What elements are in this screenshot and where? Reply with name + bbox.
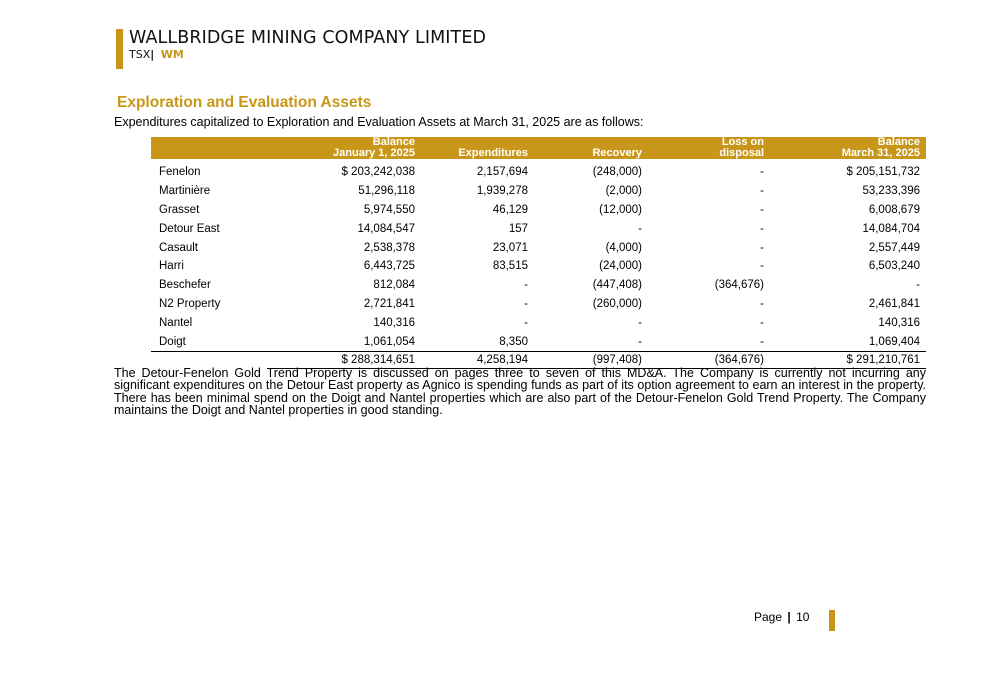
column-header (534, 137, 648, 159)
value-cell: 46,129 (492, 203, 528, 216)
value-cell: - (916, 279, 920, 292)
exploration-assets-table (151, 137, 926, 369)
value-cell: - (760, 260, 764, 273)
ticker-separator: | (150, 48, 155, 61)
column-header-line2: disposal (719, 147, 764, 159)
value-cell: (447,408) (592, 279, 642, 292)
page-footer (754, 610, 809, 624)
value-cell: 14,084,704 (862, 222, 920, 235)
value-cell: 14,084,547 (357, 222, 415, 235)
value-cell: (248,000) (592, 166, 642, 179)
total-value-cell: 4,258,194 (421, 351, 534, 368)
table-row (151, 219, 926, 238)
value-cell: 2,538,378 (363, 241, 415, 254)
column-header (421, 137, 534, 159)
column-header (271, 137, 421, 159)
section-intro: Expenditures capitalized to Exploration and Evaluation Assets at March 31, 2025 are as follows: (114, 115, 644, 129)
value-cell: - (760, 316, 764, 329)
value-cell: (4,000) (605, 241, 642, 254)
property-name-cell: Harri (159, 260, 184, 273)
column-header-line1: Loss on (721, 136, 764, 148)
property-name-cell: Doigt (151, 332, 271, 351)
column-header-line2: Recovery (592, 147, 642, 159)
value-cell: $ 205,151,732 (846, 166, 920, 179)
value-cell: - (760, 166, 764, 179)
property-name-cell: N2 Property (159, 297, 221, 310)
value-cell: 6,008,679 (868, 203, 920, 216)
section-title: Exploration and Evaluation Assets (117, 94, 372, 111)
value-cell: (24,000) (599, 260, 642, 273)
value-cell: - (524, 297, 528, 310)
value-cell: 2,721,841 (363, 297, 415, 310)
value-cell: 1,939,278 (476, 185, 528, 198)
column-header-line2: March 31, 2025 (841, 147, 920, 159)
value-cell: 140,316 (878, 316, 920, 329)
table-row (151, 313, 926, 332)
value-cell: (12,000) (599, 203, 642, 216)
column-header-line1: Balance (372, 136, 415, 148)
value-cell: 83,515 (492, 260, 528, 273)
value-cell: 140,316 (373, 316, 415, 329)
value-cell: - (760, 203, 764, 216)
table-row (151, 163, 926, 182)
column-header-line1: Balance (877, 136, 920, 148)
table-row (151, 201, 926, 220)
page-label: Page (754, 610, 783, 624)
value-cell: 2,461,841 (868, 297, 920, 310)
page-separator: | (787, 610, 791, 624)
value-cell: - (760, 222, 764, 235)
value-cell: - (760, 185, 764, 198)
value-cell: 5,974,550 (363, 203, 415, 216)
table-body (151, 159, 926, 368)
column-header (151, 137, 271, 159)
value-cell: - (760, 297, 764, 310)
property-name-cell: Casault (159, 241, 198, 254)
property-name-cell: Grasset (159, 203, 200, 216)
value-cell: 2,157,694 (476, 166, 528, 179)
value-cell: 1,061,054 (271, 332, 421, 351)
total-value-cell: (997,408) (534, 351, 648, 368)
table-row (151, 238, 926, 257)
ticker-line (129, 48, 184, 61)
value-cell: - (534, 332, 648, 351)
value-cell: - (760, 241, 764, 254)
table-row (151, 257, 926, 276)
value-cell: 23,071 (492, 241, 528, 254)
total-value-cell: $ 291,210,761 (770, 351, 926, 368)
property-name-cell: Detour East (159, 222, 220, 235)
property-name-cell: Fenelon (159, 166, 201, 179)
property-name-cell: Beschefer (159, 279, 211, 292)
value-cell: 8,350 (421, 332, 534, 351)
brand-accent-bar (116, 29, 123, 69)
value-cell: 6,503,240 (868, 260, 920, 273)
column-header (770, 137, 926, 159)
value-cell: - (524, 316, 528, 329)
total-value-cell: (364,676) (648, 351, 770, 368)
value-cell: (260,000) (592, 297, 642, 310)
column-header-line2: Expenditures (458, 147, 528, 159)
value-cell: - (638, 222, 642, 235)
value-cell: - (648, 332, 770, 351)
page-accent-bar (829, 610, 835, 631)
column-header-line2: January 1, 2025 (333, 147, 415, 159)
company-name: WALLBRIDGE MINING COMPANY LIMITED (129, 28, 487, 48)
value-cell: 6,443,725 (363, 260, 415, 273)
table-header-row (151, 137, 926, 159)
value-cell: 53,233,396 (862, 185, 920, 198)
value-cell: $ 203,242,038 (341, 166, 415, 179)
value-cell: - (524, 279, 528, 292)
table-row (151, 276, 926, 295)
value-cell: (364,676) (714, 279, 764, 292)
total-value-cell: $ 288,314,651 (271, 351, 421, 368)
page-number: 10 (796, 610, 810, 624)
value-cell: 51,296,118 (358, 185, 415, 198)
value-cell: 157 (508, 222, 528, 235)
value-cell: 2,557,449 (868, 241, 920, 254)
property-name-cell: Martinière (159, 185, 211, 198)
value-cell: - (638, 316, 642, 329)
table-row (151, 295, 926, 314)
property-name-cell: Nantel (159, 316, 193, 329)
detour-fenelon-paragraph: The Detour-Fenelon Gold Trend Property is discussed on pages three to seven of this MD&A. The Company is currently not incurring any significant expenditures on the Detour East property as Agnico is spending funds as part of its option agreement to earn an interest in the property. There has been minimal spend on the Doigt and Nantel properties which are also part of the Detour-Fenelon Gold Trend Property. The Company maintains the Doigt and Nantel properties in good standing. (114, 366, 926, 418)
exchange-label: TSX (129, 48, 151, 61)
ticker-symbol: WM (160, 48, 184, 61)
table-row (151, 182, 926, 201)
value-cell: 1,069,404 (770, 332, 926, 351)
column-header (648, 137, 770, 159)
value-cell: (2,000) (605, 185, 642, 198)
value-cell: 812,084 (373, 279, 415, 292)
table-row (151, 332, 926, 351)
